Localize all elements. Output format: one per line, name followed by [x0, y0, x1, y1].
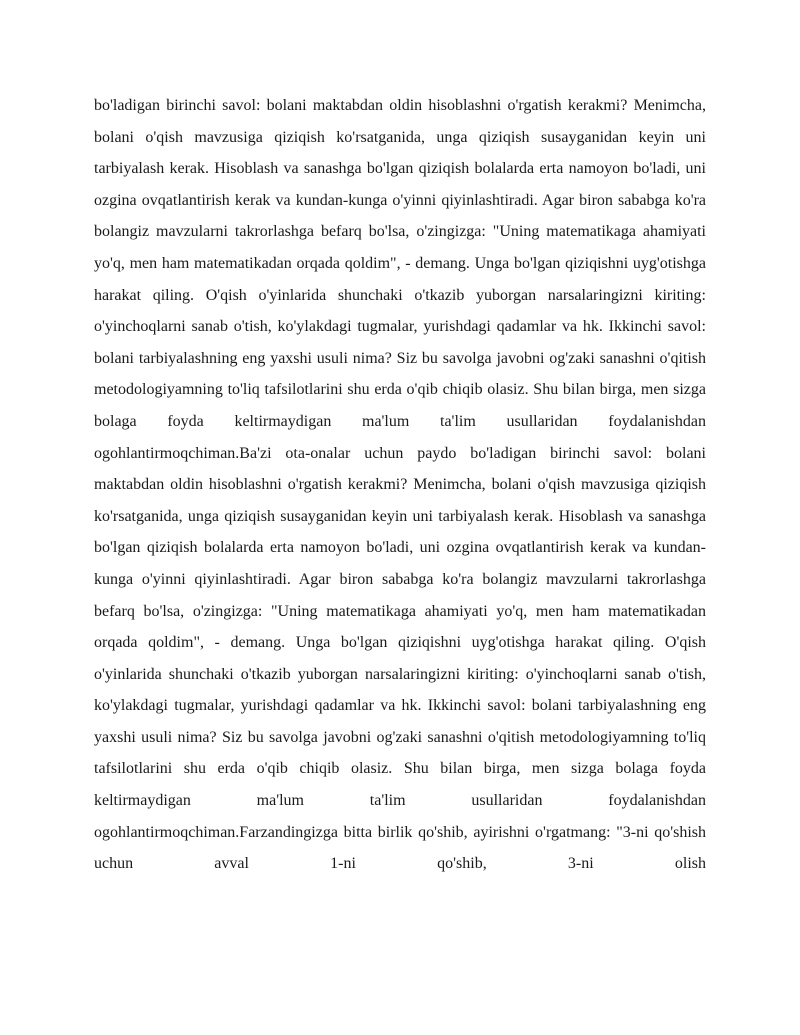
body-paragraph: bo'ladigan birinchi savol: bolani maktabdan oldin hisoblashni o'rgatish kerakmi? Menimcha, bolani o'qish mavzusiga qiziqish ko'rsatganida, unga qiziqish susayganidan keyin uni tarbiyalash kerak. Hisoblash va sanashga bo'lgan qiziqish bolalarda erta namoyon bo'ladi, uni ozgina ovqatlantirish kerak va kundan-kunga o'yinni qiyinlashtiradi. Agar biron sababga ko'ra bolangiz mavzularni takrorlashga befarq bo'lsa, o'zingizga: "Uning matematikaga ahamiyati yo'q, men ham matematikadan orqada qoldim", - demang. Unga bo'lgan qiziqishni uyg'otishga harakat qiling. O'qish o'yinlarida shunchaki o'tkazib yuborgan narsalaringizni kiriting: o'yinchoqlarni sanab o'tish, ko'ylakdagi tugmalar, yurishdagi qadamlar va hk. Ikkinchi savol: bolani tarbiyalashning eng yaxshi usuli nima? Siz bu savolga javobni og'zaki sanashni o'qitish metodologiyamning to'liq tafsilotlarini shu erda o'qib chiqib olasiz. Shu bilan birga, men sizga bolaga foyda keltirmaydigan ma'lum ta'lim usullaridan foydalanishdan ogohlantirmoqchiman.Ba'zi ota-onalar uchun paydo bo'ladigan birinchi savol: bolani maktabdan oldin hisoblashni o'rgatish kerakmi? Menimcha, bolani o'qish mavzusiga qiziqish ko'rsatganida, unga qiziqish susayganidan keyin uni tarbiyalash kerak. Hisoblash va sanashga bo'lgan qiziqish bolalarda erta namoyon bo'ladi, uni ozgina ovqatlantirish kerak va kundan-kunga o'yinni qiyinlashtiradi. Agar biron sababga ko'ra bolangiz mavzularni takrorlashga befarq bo'lsa, o'zingizga: "Uning matematikaga ahamiyati yo'q, men ham matematikadan orqada qoldim", - demang. Unga bo'lgan qiziqishni uyg'otishga harakat qiling. O'qish o'yinlarida shunchaki o'tkazib yuborgan narsalaringizni kiriting: o'yinchoqlarni sanab o'tish, ko'ylakdagi tugmalar, yurishdagi qadamlar va hk. Ikkinchi savol: bolani tarbiyalashning eng yaxshi usuli nima? Siz bu savolga javobni og'zaki sanashni o'qitish metodologiyamning to'liq tafsilotlarini shu erda o'qib chiqib olasiz. Shu bilan birga, men sizga bolaga foyda keltirmaydigan ma'lum ta'lim usullaridan foydalanishdan ogohlantirmoqchiman.Farzandingizga bitta birlik qo'shib, ayirishni o'rgatmang: "3-ni qo'shish uchun avval 1-ni qo'shib, 3-ni olish — [94, 97, 706, 873]
document-page — [94, 90, 706, 880]
